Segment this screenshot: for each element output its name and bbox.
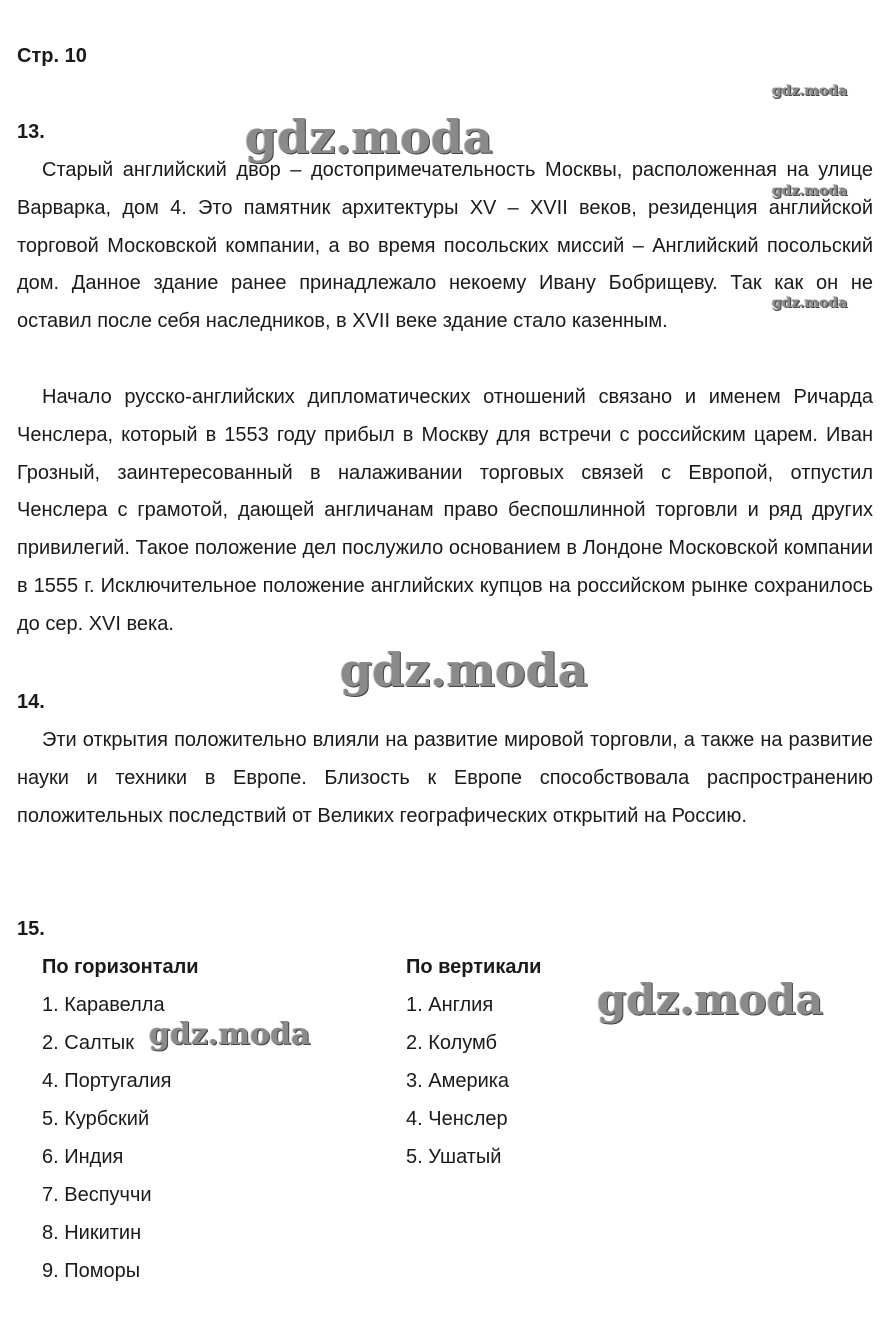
watermark-logo: gdz.moda <box>245 110 493 164</box>
list-item: 2. Салтык <box>42 1032 134 1054</box>
list-item: 5. Курбский <box>42 1108 150 1130</box>
list-item: 8. Никитин <box>42 1222 142 1244</box>
list-title: По горизонтали <box>42 956 199 978</box>
task-number: 14. <box>17 691 45 713</box>
list-item: 6. Индия <box>42 1146 124 1168</box>
paragraph: Старый английский двор – достопримечательность Москвы, расположенная на улице Варварка, дом 4. Это памятник архитектуры XV – XVII веков, резиденция английской торговой Московской компании, а во время посольских миссий – Английский посольский дом. Данное здание ранее принадлежало некоему Ивану Бобрищеву. Так как он не оставил после себя наследников, в XVII веке здание стало казенным. <box>17 159 873 333</box>
task-number: 13. <box>17 121 45 143</box>
watermark-logo: gdz.moda <box>597 975 824 1024</box>
list-item: 4. Ченслер <box>406 1108 508 1130</box>
list-item: 5. Ушатый <box>406 1146 502 1168</box>
paragraph: Начало русско-английских дипломатических отношений связано и именем Ричарда Ченслера, который в 1553 году прибыл в Москву для встречи с российским царем. Иван Грозный, заинтересованный в налаживании торговых связей с Европой, отпустил Ченслера с грамотой, дающей англичанам право беспошлинной торговли и ряд других привилегий. Такое положение дел послужило основанием в Лондоне Московской компании в 1555 г. Исключительное положение английских купцов на российском рынке сохранилось до сер. XVI века. <box>17 386 873 635</box>
watermark-logo: gdz.moda <box>772 295 848 311</box>
page-label: Стр. 10 <box>17 45 87 67</box>
watermark-logo: gdz.moda <box>340 643 588 697</box>
list-item: 1. Каравелла <box>42 994 165 1016</box>
paragraph: Эти открытия положительно влияли на развитие мировой торговли, а также на развитие науки и техники в Европе. Близость к Европе способствовала распространению положительных последствий от Великих географических открытий на Россию. <box>17 729 873 827</box>
list-item: 9. Поморы <box>42 1260 141 1282</box>
task-number: 15. <box>17 918 45 940</box>
list-item: 1. Англия <box>406 994 494 1016</box>
watermark-logo: gdz.moda <box>149 1017 311 1052</box>
list-title: По вертикали <box>406 956 542 978</box>
list-item: 7. Веспуччи <box>42 1184 152 1206</box>
crossword-vertical-list <box>406 948 541 1176</box>
watermark-logo: gdz.moda <box>772 183 848 199</box>
list-item: 4. Португалия <box>42 1070 172 1092</box>
list-item: 3. Америка <box>406 1070 510 1092</box>
crossword-horizontal-list <box>42 948 199 1290</box>
watermark-logo: gdz.moda <box>772 83 848 99</box>
list-item: 2. Колумб <box>406 1032 497 1054</box>
